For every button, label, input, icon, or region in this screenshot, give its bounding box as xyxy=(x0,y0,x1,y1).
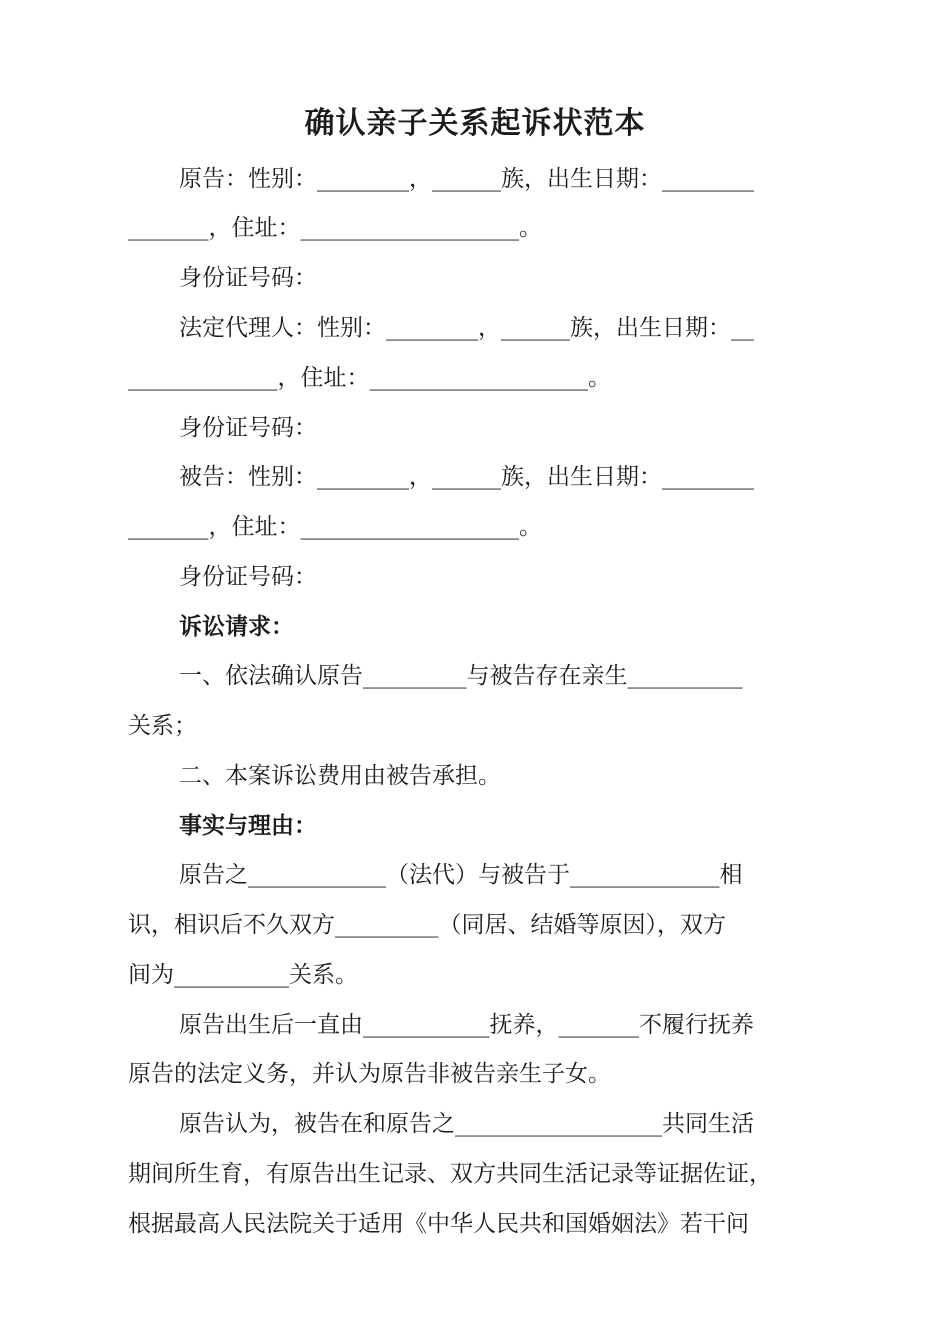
facts-para-1-line-3: 间为__________关系。 xyxy=(128,962,358,988)
claims-heading: 诉讼请求： xyxy=(179,614,294,640)
defendant-id-line: 身份证号码： xyxy=(179,564,317,590)
agent-info-line-1: 法定代理人：性别：________，______族，出生日期：__ xyxy=(179,315,754,341)
facts-para-1-line-1: 原告之____________（法代）与被告于_____________相 xyxy=(179,862,743,888)
facts-para-3-line-3: 根据最高人民法院关于适用《中华人民共和国婚姻法》若干问 xyxy=(128,1211,749,1237)
facts-para-3-line-2: 期间所生育，有原告出生记录、双方共同生活记录等证据佐证， xyxy=(128,1161,772,1187)
facts-para-2-line-1: 原告出生后一直由___________抚养，_______不履行抚养 xyxy=(179,1012,754,1038)
agent-id-line: 身份证号码： xyxy=(179,415,317,441)
facts-para-3-line-1: 原告认为，被告在和原告之__________________共同生活 xyxy=(179,1111,754,1137)
claim-2-line: 二、本案诉讼费用由被告承担。 xyxy=(179,763,501,789)
facts-heading: 事实与理由： xyxy=(179,813,317,839)
plaintiff-info-line-2: _______，住址：___________________。 xyxy=(128,215,542,241)
document-title: 确认亲子关系起诉状范本 xyxy=(304,106,646,141)
claim-1-line-1: 一、依法确认原告_________与被告存在亲生__________ xyxy=(179,663,743,689)
plaintiff-info-line-1: 原告：性别：________，______族，出生日期：________ xyxy=(179,166,754,192)
facts-para-2-line-2: 原告的法定义务，并认为原告非被告亲生子女。 xyxy=(128,1061,611,1087)
plaintiff-id-line: 身份证号码： xyxy=(179,265,317,291)
defendant-info-line-2: _______，住址：___________________。 xyxy=(128,514,542,540)
facts-para-1-line-2: 识，相识后不久双方_________（同居、结婚等原因），双方 xyxy=(128,912,726,938)
agent-info-line-2: _____________，住址：___________________。 xyxy=(128,365,611,391)
claim-1-line-2: 关系； xyxy=(128,713,197,739)
defendant-info-line-1: 被告：性别：________，______族，出生日期：________ xyxy=(179,464,754,490)
